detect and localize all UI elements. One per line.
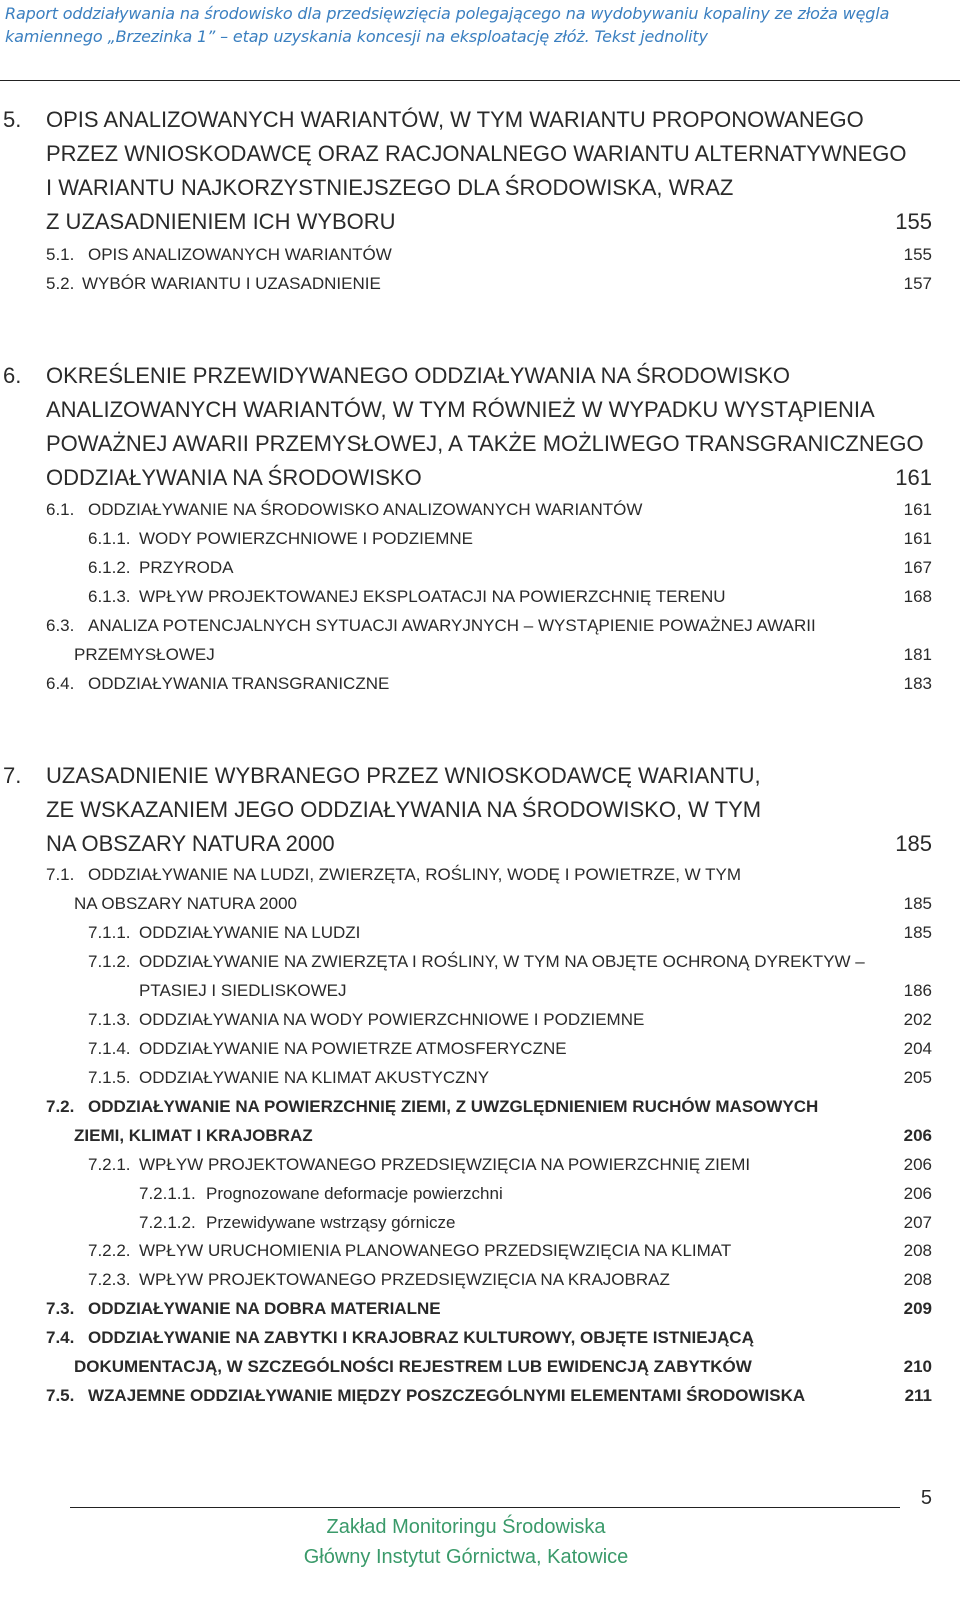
toc-entry-number: 5.2. (46, 274, 75, 293)
toc-entry-title: ODDZIAŁYWANIA TRANSGRANICZNE (88, 674, 390, 693)
toc-page-number: 155 (895, 209, 932, 234)
toc-page-number: 185 (903, 894, 932, 913)
toc-page-number: 207 (903, 1213, 932, 1232)
toc-page-number: 210 (903, 1357, 932, 1376)
toc-entry-title: ANALIZOWANYCH WARIANTÓW, W TYM RÓWNIEŻ W WYPADKU WYSTĄPIENIA (46, 397, 875, 422)
toc-entry-title: OPIS ANALIZOWANYCH WARIANTÓW (88, 245, 392, 264)
toc-entry-number: 6.4. (46, 674, 75, 693)
toc-entry-number: 7.2.3. (88, 1270, 131, 1289)
toc-entry-title: PTASIEJ I SIEDLISKOWEJ (139, 981, 347, 1000)
toc-page-number: 208 (903, 1241, 932, 1260)
toc-page-number: 204 (903, 1039, 932, 1058)
toc-page-number: 161 (903, 529, 932, 548)
toc-page-number: 211 (904, 1386, 932, 1405)
toc-entry-number: 7.4. (46, 1328, 75, 1347)
toc-entry-title: ODDZIAŁYWANIE NA KLIMAT AKUSTYCZNY (139, 1068, 490, 1087)
toc-entry-title: PRZEZ WNIOSKODAWCĘ ORAZ RACJONALNEGO WARIANTU ALTERNATYWNEGO (46, 141, 907, 166)
toc-entry-title: Z UZASADNIENIEM ICH WYBORU (46, 209, 396, 234)
toc-page-number: 208 (903, 1270, 932, 1289)
running-header-line-2: kamiennego „Brzezinka 1” – etap uzyskania koncesji na eksploatację złóż. Tekst jednolity (5, 27, 708, 46)
toc-page-number: 167 (903, 558, 932, 577)
toc-entry-number: 5. (3, 107, 22, 132)
toc-page-number: 161 (903, 500, 932, 519)
toc-entry-number: 7.2.1.2. (139, 1213, 196, 1232)
toc-entry-title: WPŁYW PROJEKTOWANEGO PRZEDSIĘWZIĘCIA NA KRAJOBRAZ (139, 1270, 670, 1289)
toc-entry-title: POWAŻNEJ AWARII PRZEMYSŁOWEJ, A TAKŻE MOŻLIWEGO TRANSGRANICZNEGO (46, 431, 924, 456)
toc-entry-title: DOKUMENTACJĄ, W SZCZEGÓLNOŚCI REJESTREM LUB EWIDENCJĄ ZABYTKÓW (74, 1357, 752, 1376)
toc-entry-number: 7.2.1.1. (139, 1184, 196, 1203)
running-header-line-1: Raport oddziaływania na środowisko dla przedsięwzięcia polegającego na wydobywaniu kopaliny ze złoża węgla (5, 4, 890, 23)
toc-entry-number: 7.2.1. (88, 1155, 131, 1174)
toc-entry-title: WZAJEMNE ODDZIAŁYWANIE MIĘDZY POSZCZEGÓLNYMI ELEMENTAMI ŚRODOWISKA (88, 1386, 806, 1405)
toc-entry-number: 6.1.1. (88, 529, 131, 548)
toc-page-number: 155 (903, 245, 932, 264)
toc-entry-number: 7.2. (46, 1097, 75, 1116)
toc-entry-title: NA OBSZARY NATURA 2000 (74, 894, 297, 913)
page-number: 5 (920, 1487, 932, 1509)
toc-page-number: 202 (903, 1010, 932, 1029)
toc-entry-title: PRZEMYSŁOWEJ (74, 645, 215, 664)
toc-entry-title: WYBÓR WARIANTU I UZASADNIENIE (82, 274, 381, 293)
toc-entry-number: 7.1.5. (88, 1068, 131, 1087)
toc-entry-title: WODY POWIERZCHNIOWE I PODZIEMNE (139, 529, 474, 548)
toc-entry-number: 7.1.3. (88, 1010, 131, 1029)
toc-page-number: 161 (895, 465, 932, 490)
footer-institution-name: Główny Instytut Górnictwa, Katowice (303, 1546, 629, 1568)
toc-page-number: 185 (895, 831, 932, 856)
toc-page-number: 185 (903, 923, 932, 942)
toc-entry-number: 7.1.2. (88, 952, 131, 971)
toc-entry-number: 5.1. (46, 245, 75, 264)
toc-entry-title: Przewidywane wstrząsy górnicze (206, 1213, 456, 1232)
toc-entry-title: WPŁYW PROJEKTOWANEJ EKSPLOATACJI NA POWIERZCHNIĘ TERENU (139, 587, 726, 606)
toc-entry-title: WPŁYW URUCHOMIENIA PLANOWANEGO PRZEDSIĘWZIĘCIA NA KLIMAT (139, 1241, 732, 1260)
toc-entry-title: NA OBSZARY NATURA 2000 (46, 831, 335, 856)
footer-institution-dept: Zakład Monitoringu Środowiska (326, 1516, 606, 1538)
toc-page-number: 206 (903, 1155, 932, 1174)
toc-entry-title: Prognozowane deformacje powierzchni (206, 1184, 503, 1203)
toc-entry-number: 7.3. (46, 1299, 75, 1318)
toc-entry-title: ODDZIAŁYWANIE NA LUDZI, ZWIERZĘTA, ROŚLINY, WODĘ I POWIETRZE, W TYM (88, 865, 741, 884)
toc-entry-number: 7.2.2. (88, 1241, 131, 1260)
toc-entry-title: ODDZIAŁYWANIE NA ZABYTKI I KRAJOBRAZ KULTUROWY, OBJĘTE ISTNIEJĄCĄ (88, 1328, 754, 1347)
toc-entry-title: ODDZIAŁYWANIE NA ŚRODOWISKO ANALIZOWANYCH WARIANTÓW (88, 500, 643, 519)
toc-page-number: 181 (903, 645, 932, 664)
toc-entry-title: ODDZIAŁYWANIE NA ZWIERZĘTA I ROŚLINY, W TYM NA OBJĘTE OCHRONĄ DYREKTYW – (139, 952, 865, 971)
toc-page-number: 186 (903, 981, 932, 1000)
toc-entry-number: 6.1.2. (88, 558, 131, 577)
toc-entry-title: ODDZIAŁYWANIE NA POWIERZCHNIĘ ZIEMI, Z UWZGLĘDNIENIEM RUCHÓW MASOWYCH (88, 1097, 819, 1116)
toc-entry-title: ODDZIAŁYWANIE NA LUDZI (139, 923, 361, 942)
toc-entry-title: ODDZIAŁYWANIA NA ŚRODOWISKO (46, 465, 422, 490)
toc-entry-number: 7.5. (46, 1386, 75, 1405)
toc-entry-title: UZASADNIENIE WYBRANEGO PRZEZ WNIOSKODAWCĘ WARIANTU, (46, 763, 761, 788)
toc-page-number: 168 (903, 587, 932, 606)
toc-entry-number: 7.1.4. (88, 1039, 131, 1058)
toc-entry-number: 7.1. (46, 865, 75, 884)
toc-page-number: 157 (903, 274, 932, 293)
toc-page-number: 209 (903, 1299, 932, 1318)
toc-entry-title: OKREŚLENIE PRZEWIDYWANEGO ODDZIAŁYWANIA NA ŚRODOWISKO (46, 363, 791, 388)
toc-entry-number: 7. (3, 763, 22, 788)
toc-entry-title: I WARIANTU NAJKORZYSTNIEJSZEGO DLA ŚRODOWISKA, WRAZ (46, 175, 734, 200)
toc-entry-title: ODDZIAŁYWANIA NA WODY POWIERZCHNIOWE I PODZIEMNE (139, 1010, 645, 1029)
toc-page-number: 183 (903, 674, 932, 693)
header-rule (0, 80, 960, 81)
toc-entry-title: PRZYRODA (139, 558, 234, 577)
toc-entry-title: ZE WSKAZANIEM JEGO ODDZIAŁYWANIA NA ŚRODOWISKO, W TYM (46, 797, 762, 822)
toc-entry-title: WPŁYW PROJEKTOWANEGO PRZEDSIĘWZIĘCIA NA POWIERZCHNIĘ ZIEMI (139, 1155, 751, 1174)
toc-page-number: 206 (903, 1184, 932, 1203)
toc-entry-number: 6.3. (46, 616, 75, 635)
toc-entry-number: 6.1. (46, 500, 75, 519)
toc-entry-title: ODDZIAŁYWANIE NA POWIETRZE ATMOSFERYCZNE (139, 1039, 567, 1058)
toc-entry-number: 6. (3, 363, 22, 388)
toc-entry-title: ANALIZA POTENCJALNYCH SYTUACJI AWARYJNYCH – WYSTĄPIENIE POWAŻNEJ AWARII (88, 616, 816, 635)
toc-entry-title: ZIEMI, KLIMAT I KRAJOBRAZ (74, 1126, 313, 1145)
toc-entry-title: ODDZIAŁYWANIE NA DOBRA MATERIALNE (88, 1299, 441, 1318)
footer-rule (70, 1507, 900, 1508)
toc-entry-number: 7.1.1. (88, 923, 131, 942)
toc-entry-title: OPIS ANALIZOWANYCH WARIANTÓW, W TYM WARIANTU PROPONOWANEGO (46, 107, 864, 132)
toc-page-number: 205 (903, 1068, 932, 1087)
toc-page-number: 206 (903, 1126, 932, 1145)
toc-entry-number: 6.1.3. (88, 587, 131, 606)
